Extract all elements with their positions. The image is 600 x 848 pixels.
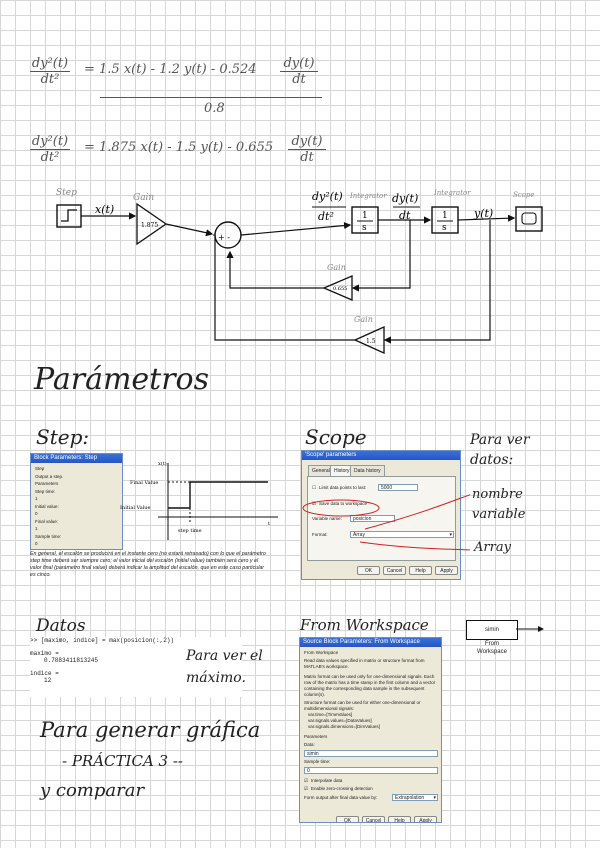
step-dialog-title: Block Parameters: Step (31, 454, 122, 463)
heading-step: Step: (36, 425, 90, 449)
step-dialog-line: Initial value: (35, 503, 59, 509)
step-graph-t: t (268, 521, 271, 527)
fws-data-field[interactable]: simin (304, 750, 438, 757)
eq1-division-bar (100, 97, 322, 98)
d2y-num: dy²(t) (312, 190, 343, 203)
fws-desc1: Read data values specified in matrix or structure format from MATLAB's workspace. (304, 658, 425, 669)
scope-icon (522, 213, 536, 224)
step-dialog (30, 453, 123, 550)
chevron-down-icon: ▾ (449, 532, 452, 538)
scope-note-nombre (472, 485, 525, 525)
fws-sample-field[interactable]: 0 (304, 767, 438, 774)
d2y-den: dt² (318, 210, 334, 223)
eq2-rhs-frac (288, 134, 326, 165)
scope-tab[interactable]: Data history (350, 465, 385, 477)
ok-button[interactable]: OK (357, 566, 380, 575)
fws-sample-label: Sample time: (304, 759, 331, 764)
fws-desc3: Structure format can be used for either one-dimensional or multidimensional signals: (304, 700, 421, 711)
step-caption: En general, el escalón se producirá en el instante cero (no estará retrasado) con lo que el parámetro step time deberá ser siempre cero; el valor inicial del escalón (initial value) también será cero y el valor final (parámetro final value) deberá indicar la amplitud del escalón, que en este caso particular es cinco. (30, 551, 266, 578)
ok-button[interactable]: OK (336, 816, 359, 823)
chevron-down-icon: ▾ (433, 795, 436, 801)
scope-save-label: Save data to workspace (319, 501, 368, 506)
eq1-rhs: = 1.5 x(t) - 1.2 y(t) - 0.524 (84, 62, 257, 77)
eq2-lhs-den: dt² (40, 150, 60, 165)
fws-form-value: Extrapolation (395, 795, 425, 801)
integrator2-num: 1 (442, 211, 448, 221)
eq2-rhs-frac-den: dt (300, 150, 314, 165)
heading-parametros: Parámetros (34, 362, 210, 397)
scope-limit-field[interactable]: 5000 (378, 484, 418, 491)
step-graph-step-time: step time (178, 528, 202, 534)
step-icon (61, 210, 77, 221)
dy-den: dt (399, 209, 411, 222)
fws-head: From Workspace (304, 650, 339, 655)
step-graph-initial: Initial Value (120, 505, 151, 511)
scope-varname-label: Variable name: (312, 516, 342, 521)
fws-form-select[interactable] (392, 794, 438, 801)
step-graph-curve (168, 482, 268, 508)
heading-scope: Scope (305, 425, 367, 449)
fws-chk2-label: Enable zero-crossing detection (311, 786, 373, 791)
console-maximo-label: maximo = (30, 650, 59, 657)
arrow-to-nombre (365, 494, 470, 529)
help-button[interactable]: Help (409, 566, 432, 575)
from-ws-caption-2: Workspace (477, 649, 507, 655)
eq2-rhs-frac-num: dy(t) (291, 134, 323, 149)
step-dialog-line: Parameters (35, 481, 59, 486)
note-para-ver-line1: Para ver (470, 432, 530, 448)
note-para-ver-line2: datos: (470, 452, 514, 468)
gain2-value: 0.655 (333, 286, 348, 292)
fws-chk1-box[interactable]: ☑ (304, 778, 309, 783)
scope-annotations (300, 484, 470, 554)
console-indice-label: indice = (30, 670, 59, 677)
generar-line1: Para generar gráfica (40, 718, 261, 742)
step-graph-y-label: x(t) (158, 461, 167, 467)
scope-block-label: Scope (513, 191, 535, 199)
step-dialog-line: Output a step. (35, 473, 64, 479)
eq2-lhs (30, 134, 70, 165)
eq1-rhs-frac-num: dy(t) (283, 56, 315, 71)
scope-format-value: Array (353, 532, 365, 538)
scope-note-array: Array (474, 540, 511, 555)
fws-desc5: var.signals.values=[DataValues] (308, 718, 372, 723)
eq1-lhs (30, 56, 70, 87)
x-signal-label: x(t) (95, 203, 115, 216)
scope-limit-label: Limit data points to last: (319, 485, 367, 490)
dy-num: dy(t) (392, 192, 419, 205)
fws-chk2-box[interactable]: ☑ (304, 786, 309, 791)
heading-from-workspace: From Workspace (300, 616, 429, 634)
from-workspace-dialog (299, 637, 442, 823)
integrator2-den: s (442, 223, 447, 233)
y-signal-label: y(t) (474, 207, 494, 220)
eq1-lhs-den: dt² (40, 72, 60, 87)
step-graph-final: Final Value (130, 480, 159, 486)
console-maximo-value: 0.7883411813245 (44, 657, 99, 664)
integrator1-label: Integrator (350, 192, 387, 200)
scope-limit-checkbox[interactable]: ☐ (312, 485, 317, 490)
fws-form-label: Form output after final data value by: (304, 795, 378, 800)
from-workspace-block-caption (470, 640, 514, 656)
sum-signs: + - (218, 233, 230, 242)
scope-format-label: Format: (312, 532, 328, 537)
eq2-rhs: = 1.875 x(t) - 1.5 y(t) - 0.655 (84, 140, 274, 155)
from-workspace-arrow-icon (516, 622, 546, 636)
eq2-lhs-num: dy²(t) (31, 134, 69, 149)
generar-line3: y comparar (40, 780, 145, 801)
datos-note (186, 645, 263, 689)
gain3-value: 1.5 (366, 338, 376, 345)
scope-block (516, 207, 542, 231)
gain1-value: 1.875 (141, 222, 159, 229)
help-button[interactable]: Help (388, 816, 411, 823)
eq1-divisor: 0.8 (204, 101, 225, 116)
console-indice-value: 12 (44, 677, 52, 684)
apply-button[interactable]: Apply (414, 816, 437, 823)
from-workspace-block: simin (466, 620, 518, 640)
arrow-to-array (360, 542, 470, 550)
step-dialog-line: Sample time: (35, 533, 62, 539)
cancel-button[interactable]: Cancel (362, 816, 385, 823)
step-block-label: Step (56, 188, 77, 198)
integrator1-num: 1 (362, 211, 368, 221)
save-highlight-ellipse (303, 500, 379, 516)
fws-desc4: var.time=[TimeValues] (308, 712, 353, 717)
fws-dialog-title: Source Block Parameters: From Workspace (300, 638, 441, 647)
datos-note-line2: máximo. (186, 670, 246, 686)
heading-datos: Datos (36, 616, 86, 636)
gain2-label: Gain (327, 263, 346, 272)
eq1-rhs-frac (280, 56, 318, 87)
integrator2-label: Integrator (434, 189, 471, 197)
step-dialog-line: Final value: (35, 518, 59, 524)
gain3-label: Gain (354, 315, 373, 324)
fws-params: Parameters (304, 734, 328, 739)
fws-desc6: var.signals.dimensions=[DimValues] (308, 724, 380, 729)
step-dialog-line: 1 (35, 526, 38, 531)
step-block (57, 205, 81, 227)
gain1-label: Gain (133, 193, 155, 203)
step-dialog-line: 1 (35, 496, 38, 501)
apply-button[interactable]: Apply (435, 566, 458, 575)
from-ws-caption-1: From (485, 641, 499, 647)
scope-tab[interactable]: General (308, 465, 334, 477)
note-nombre-line2: variable (472, 507, 526, 522)
eq1-rhs-frac-den: dt (292, 72, 306, 87)
block-diagram (0, 180, 600, 360)
cancel-button[interactable]: Cancel (383, 566, 406, 575)
console-command: >> [maximo, indice] = max(posicion(:,2)) (30, 637, 175, 644)
step-dialog-line: 0 (35, 541, 38, 546)
scope-note-para-ver (470, 430, 530, 470)
fws-chk1-label: Interpolate data (311, 778, 343, 783)
scope-varname-field[interactable]: posicion (350, 515, 395, 522)
eq1-lhs-num: dy²(t) (31, 56, 69, 71)
scope-save-checkbox[interactable]: ☑ (312, 501, 317, 506)
fws-desc2: Matrix format can be used only for one-dimensional signals. Each row of the matrix has a time stamp in the first column and a vector containing the corresponding data sample in the subsequent column(s). (304, 674, 436, 697)
datos-note-line1: Para ver el (186, 648, 263, 664)
note-nombre-line1: nombre (472, 487, 523, 502)
step-dialog-line: Step (35, 466, 45, 471)
scope-tab[interactable]: History (330, 465, 354, 477)
scope-dialog-title: 'Scope' parameters (302, 451, 460, 460)
step-dialog-line: Step time: (35, 488, 56, 494)
step-dialog-line: 0 (35, 511, 38, 516)
fws-data-label: Data: (304, 742, 315, 747)
integrator1-den: s (362, 223, 367, 233)
step-dialog-body (31, 463, 122, 549)
generar-line2: - PRÁCTICA 3 -- (62, 752, 183, 770)
step-graph (118, 455, 288, 550)
